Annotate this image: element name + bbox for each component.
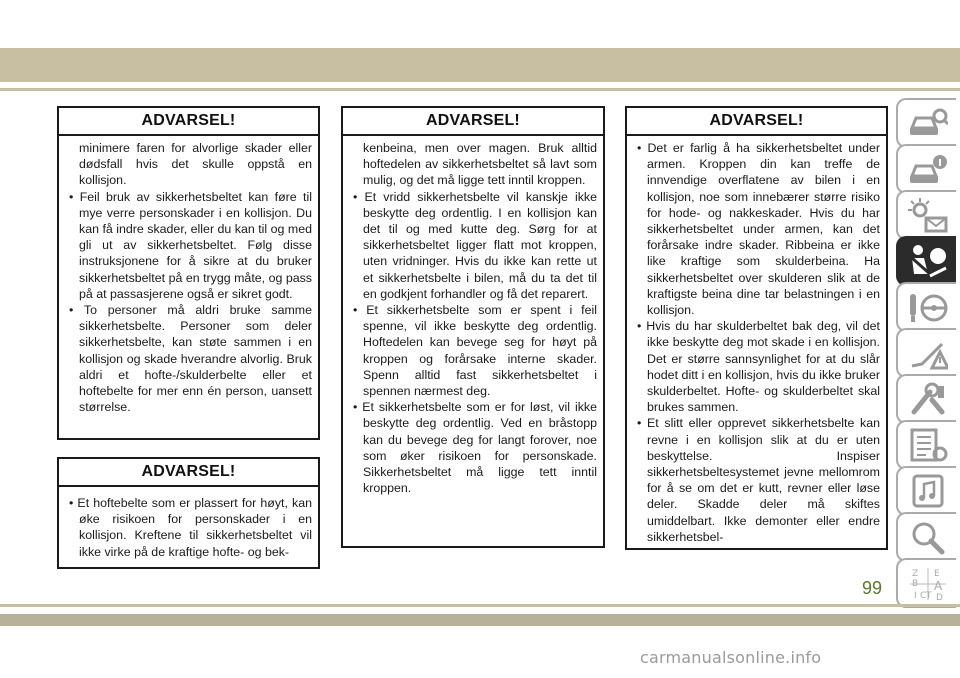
tab-starting-driving[interactable] [896,282,956,332]
watermark-text: carmanualsonline.info [640,648,822,667]
tools-icon [908,382,948,418]
music-note-icon [908,474,948,510]
header-rule [0,88,960,91]
car-info-icon [908,152,948,188]
airbag-seat-belt-icon [908,244,948,280]
warning-bullet: • Feil bruk av sikkerhetsbeltet kan føre til mye verre personskader i en kollisjon. Du kan få indre skader, eller du kan til og med gli ut av sikkerhetsbeltet. Følg disse instruksjonene for å sikre at du bruker sikkerhetsbeltet på en trygg måte, og pass på at passasjerene også er sikret godt. [69,189,312,301]
tab-safety[interactable] [896,236,956,286]
warning-heading: ADVARSEL! [627,108,886,136]
warning-text: minimere faren for alvorlige skader eller dødsfall hvis det skulle oppstå en kollisjon. [79,141,312,188]
index-letter: I [914,591,917,601]
car-search-icon [908,106,948,142]
tab-maintenance[interactable] [896,374,956,424]
index-letter: E [934,569,940,579]
warning-body [627,136,886,551]
warning-box-2 [57,457,320,569]
header-band [0,48,960,82]
warning-box-3 [341,106,605,548]
footer-rule [0,604,960,607]
index-letter: T [926,591,932,601]
tab-emergency[interactable] [896,328,956,378]
warning-bullet: • To personer må aldri bruke samme sikkerhetsbelte. Personer som deler sikkerhetsbelte, kan støte sammen i en kollisjon og skade hverandre alvorlig. Bruk aldri et hofte-/skulderbelte eller et hoftebelte for mer enn én person, uansett størrelse. [69,303,312,415]
warning-heading: ADVARSEL! [59,108,318,136]
tab-index[interactable] [896,558,956,608]
warning-light-message-icon [908,198,948,234]
tab-warning-lights[interactable] [896,190,956,240]
index-letter: B [912,579,919,589]
tab-car-search[interactable] [896,98,956,148]
magnifier-icon [908,520,948,556]
key-steering-wheel-icon [908,290,948,326]
warning-bullet: • Et hoftebelte som er plassert for høyt, kan øke risikoen for personskader i en kollisjon. Kreftene til sikkerhetsbeltet vil ikke virke på de kraftige hofte- og bek- [69,496,312,559]
footer-band [0,614,960,626]
warning-body [59,487,318,566]
warning-box-1 [57,106,320,440]
warning-body [343,136,603,502]
warning-bullet: • Et sikkerhetsbelte som er spent i feil spenne, vil ikke beskytte deg ordentlig. Hoftedelen kan bevege seg for høyt på kroppen og forårsake interne skader. Spenn alltid fast sikkerhetsbeltet i spennen nærmest deg. [353,303,597,399]
warning-bullet: • Et sikkerhetsbelte som er for løst, vil ikke beskytte deg ordentlig. Ved en bråstopp kan du bevege deg for langt forover, noe som øker risikoen for personskade. Sikkerhetsbeltet må ligge tett inntil kroppen. [353,400,597,496]
index-letters-icon [908,566,948,602]
warning-bullet: • Et vridd sikkerhetsbelte vil kanskje ikke beskytte deg ordentlig. I en kollisjon kan det til og med kutte deg. Sørg for at sikkerhetsbeltet ligger flatt mot kroppen, uten vridninger. Hvis du ikke kan rette ut et sikkerhetsbelte i bilen, må du ta det til en godkjent forhandler og få det reparert. [353,189,597,301]
page-number: 99 [862,578,883,598]
tab-specifications[interactable] [896,420,956,470]
index-letter: D [936,593,943,602]
warning-box-4 [625,106,888,550]
chapter-tabs [896,98,960,602]
index-letter: A [934,579,943,593]
index-letter: C [920,591,927,601]
specifications-list-icon [908,428,948,464]
warning-body [59,136,318,421]
tab-customer-assistance[interactable] [896,512,956,562]
warning-bullet: • Et slitt eller opprevet sikkerhetsbelte kan revne i en kollisjon slik at du er uten beskyttelse. Inspiser sikkerhetsbeltesystemet jevne mellomrom for å se om det er kutt, revner eller løse deler. Skadde deler må skiftes umiddelbart. Ikke demonter eller endre sikkerhetsbel- [637,416,880,544]
warning-heading: ADVARSEL! [343,108,603,136]
warning-heading: ADVARSEL! [59,459,318,487]
index-letter: Z [912,569,919,579]
tab-car-info[interactable] [896,144,956,194]
warning-bullet: • Det er farlig å ha sikkerhetsbeltet under armen. Kroppen din kan treffe de innvendige overflatene av bilen i en kollisjon, noe som innebærer større risiko for hode- og nakkeskader. Hvis du har sikkerhetsbeltet under armen, kan det forårsake indre skader. Ribbeina er ikke like kraftige som skulderbeina. Ha sikkerhetsbeltet over skulderen slik at de kraftigste beina dine tar belastningen i en kollisjon. [637,141,880,318]
warning-text: kenbeina, men over magen. Bruk alltid hoftedelen av sikkerhetsbeltet så lavt som mulig, og det må ligge tett inntil kroppen. [363,141,597,188]
tab-multimedia[interactable] [896,466,956,516]
warning-bullet: • Hvis du har skulderbeltet bak deg, vil det ikke beskytte deg mot skade i en kollisjon. Det er større sannsynlighet for at du slår hodet ditt i en kollisjon, hvis du ikke bruker skulderbeltet. Hofte- og skulderbeltet skal brukes sammen. [637,319,880,415]
hazard-triangle-car-icon [908,336,948,372]
